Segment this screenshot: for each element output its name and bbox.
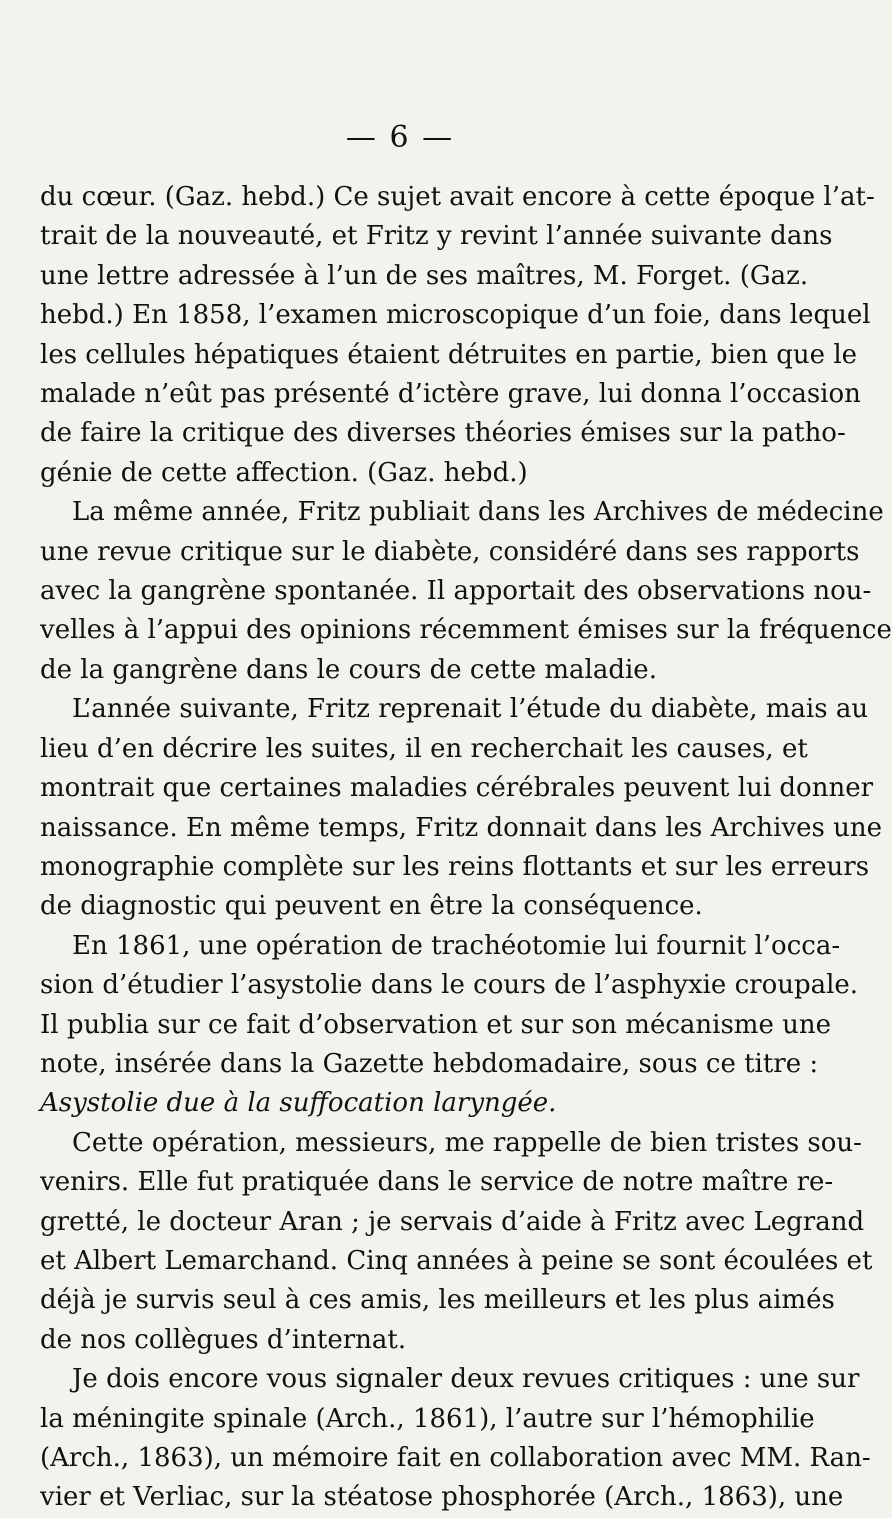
text-line: de nos collègues d’internat. [40, 1324, 407, 1355]
text-line: lieu d’en décrire les suites, il en recherchait les causes, et [40, 733, 808, 764]
text-line: déjà je survis seul à ces amis, les meilleurs et les plus aimés [40, 1285, 835, 1316]
text-line: monographie complète sur les reins flottants et sur les erreurs [40, 851, 870, 882]
text-line: du cœur. (Gaz. hebd.) Ce sujet avait encore à cette époque l’at- [40, 182, 875, 212]
text-line: de la gangrène dans le cours de cette maladie. [40, 654, 657, 685]
text-line: venirs. Elle fut pratiquée dans le service de notre maître re- [40, 1167, 834, 1198]
text-line: trait de la nouveauté, et Fritz y revint l’année suivante dans [40, 221, 833, 252]
paragraph-5 [40, 1124, 873, 1360]
text-line: velles à l’appui des opinions récemment émises sur la fréquence [40, 615, 892, 646]
text-line: de faire la critique des diverses théories émises sur la patho- [40, 418, 846, 449]
text-line: une revue critique sur le diabète, considéré dans ses rapports [40, 536, 860, 567]
text-line: Il publia sur ce fait d’observation et sur son mécanisme une [40, 1009, 831, 1040]
text-line: En 1861, une opération de trachéotomie lui fournit l’occa- [72, 930, 841, 961]
body-text [40, 178, 892, 1518]
text-line: les cellules hépatiques étaient détruites en partie, bien que le [40, 339, 858, 370]
text-line: Cette opération, messieurs, me rappelle de bien tristes sou- [72, 1127, 862, 1158]
text-line: une lettre adressée à l’un de ses maîtres, M. Forget. (Gaz. [40, 260, 809, 291]
text-line: (Arch., 1863), un mémoire fait en collaboration avec MM. Ran- [40, 1443, 871, 1473]
text-line: gretté, le docteur Aran ; je servais d’aide à Fritz avec Legrand [40, 1206, 865, 1237]
text-line: de diagnostic qui peuvent en être la conséquence. [40, 891, 703, 922]
text-line: malade n’eût pas présenté d’ictère grave, lui donna l’occasion [40, 379, 861, 410]
text-line: et Albert Lemarchand. Cinq années à peine se sont écoulées et [40, 1245, 873, 1276]
text-line: hebd.) En 1858, l’examen microscopique d’un foie, dans lequel [40, 300, 871, 331]
text-line: L’année suivante, Fritz reprenait l’étude du diabète, mais au [72, 694, 869, 725]
text-line: Je dois encore vous signaler deux revues critiques : une sur [72, 1364, 860, 1395]
text-line: naissance. En même temps, Fritz donnait dans les Archives une [40, 812, 883, 843]
text-line: Asystolie due à la suffocation laryngée. [40, 1088, 557, 1119]
paragraph-1 [40, 178, 875, 493]
paragraph-2 [40, 493, 892, 690]
paragraph-6 [40, 1360, 871, 1518]
text-line: montrait que certaines maladies cérébrales peuvent lui donner [40, 773, 874, 804]
paragraph-4 [40, 927, 859, 1124]
page-number: — 6 — [345, 120, 455, 155]
text-line: sion d’étudier l’asystolie dans le cours de l’asphyxie croupale. [40, 970, 859, 1001]
text-line: La même année, Fritz publiait dans les Archives de médecine [72, 497, 884, 528]
text-line: génie de cette affection. (Gaz. hebd.) [40, 457, 528, 488]
text-line: note, insérée dans la Gazette hebdomadaire, sous ce titre : [40, 1048, 819, 1079]
text-line: vier et Verliac, sur la stéatose phosphorée (Arch., 1863), une [40, 1482, 844, 1513]
text-line: la méningite spinale (Arch., 1861), l’autre sur l’hémophilie [40, 1403, 815, 1434]
text-line: avec la gangrène spontanée. Il apportait des observations nou- [40, 576, 872, 607]
paragraph-3 [40, 690, 883, 926]
